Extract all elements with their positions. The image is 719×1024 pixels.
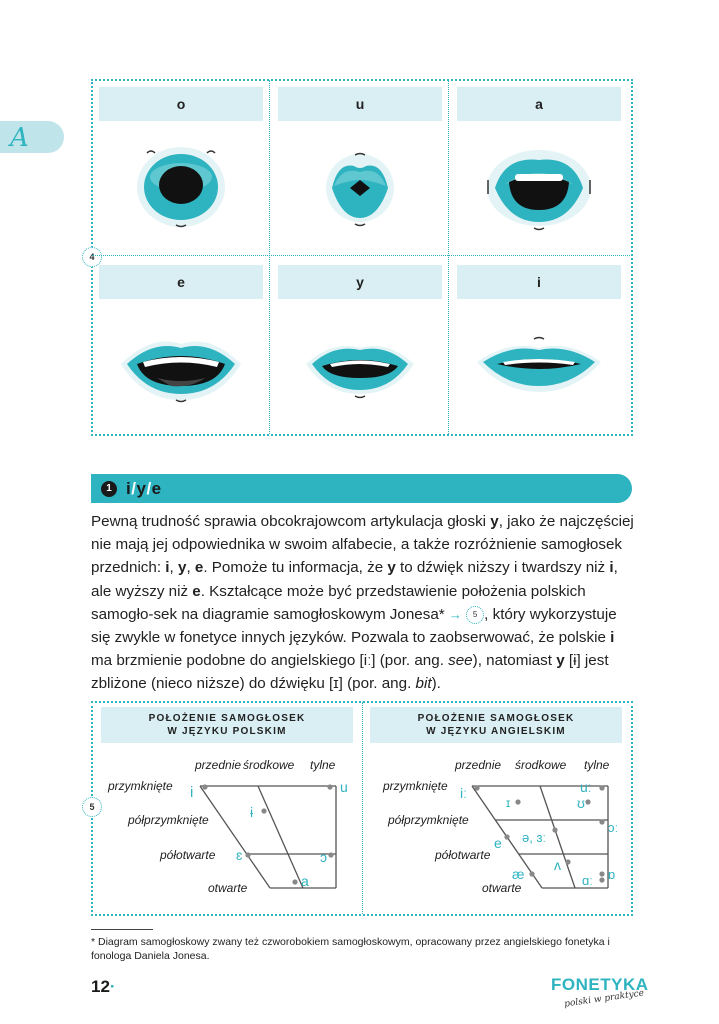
title-e: e	[151, 478, 162, 498]
vowel-symbol: i	[190, 784, 194, 801]
bold-letter: y	[177, 559, 187, 577]
vowel-symbol: æ	[512, 866, 525, 882]
text: , który wykorzystuje się zwykle w fonetyce innych języków. Pozwala to zaobserwować, że polskie	[91, 605, 617, 647]
italic-word: see	[448, 652, 473, 670]
vowel-symbol: iː	[460, 785, 467, 801]
vowel-dots	[202, 784, 333, 884]
brand-tagline: polski w praktyce	[563, 988, 645, 1010]
frame-5-label: 5	[89, 802, 95, 812]
vowel-symbol: ɑː	[582, 873, 593, 888]
mouth-e-illustration	[121, 342, 241, 402]
mouth-i-illustration	[477, 338, 601, 393]
vowel-label: a	[457, 87, 621, 121]
row-label: półprzymknięte	[128, 813, 209, 827]
footnote-rule	[91, 929, 153, 930]
mouth-illustrations	[0, 0, 719, 450]
row-label: półprzymknięte	[388, 813, 469, 827]
title-y: y	[136, 478, 147, 498]
footnote: * Diagram samogłoskowy zwany też czworobokiem samogłoskowym, opracowany przez angielskiego fonetyka i fonologa Daniela Jonesa.	[91, 936, 610, 962]
text: ,	[186, 559, 195, 577]
diagram-en-title-2: W JĘZYKU ANGIELSKIM	[426, 726, 566, 737]
vowel-label: y	[278, 265, 442, 299]
title-slash: /	[131, 478, 137, 498]
col-label: przednie	[195, 758, 242, 772]
col-label: środkowe	[243, 758, 295, 772]
vowel-symbol: uː	[580, 779, 592, 795]
vowel-symbol: ə, ɜː	[522, 830, 547, 845]
frame-5-reference[interactable]: 5	[466, 606, 484, 624]
diagram-pl-title-1: POŁOŻENIE SAMOGŁOSEK	[148, 713, 306, 724]
text: , jako że najczęściej nie mają jej odpowiednika w swoim alfabecie, a także rozróżnienie samogłosek przednich:	[91, 513, 634, 577]
vowel-label: o	[99, 87, 263, 121]
grid-divider	[362, 702, 363, 914]
section-title	[126, 479, 162, 499]
text: [ɨ] jest zbliżone (nieco niższe) do dźwięku [ɪ] (por. ang.	[91, 652, 609, 693]
vowel-symbol: ɒ	[608, 867, 616, 882]
text: ).	[431, 675, 441, 693]
frame-4-label: 4	[89, 252, 95, 262]
col-label: środkowe	[515, 758, 567, 772]
bold-letter: e	[194, 559, 204, 577]
diagram-en	[372, 752, 634, 902]
mouth-y-illustration	[306, 346, 414, 398]
vowel-label: i	[457, 265, 621, 299]
body-paragraph	[91, 510, 636, 696]
row-label: otwarte	[208, 881, 248, 895]
mouth-u-illustration	[326, 154, 394, 226]
arrow-icon: →	[448, 606, 462, 622]
bold-letter: e	[192, 582, 201, 600]
mouth-a-illustration	[487, 150, 591, 230]
bold-letter: y	[556, 652, 565, 670]
row-label: półotwarte	[160, 848, 216, 862]
vowel-symbol: ʌ	[554, 857, 561, 873]
vowel-symbol: e	[494, 835, 502, 851]
vowel-symbol: a	[301, 873, 309, 889]
vowel-symbol: ɔ	[320, 849, 327, 865]
diagram-en-header	[370, 707, 622, 743]
vowel-label: e	[99, 265, 263, 299]
row-label: półotwarte	[435, 848, 491, 862]
italic-word: bit	[415, 675, 432, 693]
text: ), natomiast	[472, 652, 557, 670]
diagram-pl-title-2: W JĘZYKU POLSKIM	[167, 726, 287, 737]
text: , ale wyższy niż	[91, 559, 618, 600]
bold-letter: y	[490, 513, 499, 530]
text: ,	[169, 559, 178, 577]
row-label: przymknięte	[383, 779, 448, 793]
text: . Pomoże tu informacja, że	[203, 559, 388, 577]
row-label: otwarte	[482, 881, 522, 895]
diagram-pl	[100, 752, 360, 902]
vowel-label: u	[278, 87, 442, 121]
vowel-symbol: ɪ	[506, 796, 511, 810]
col-label: przednie	[455, 758, 502, 772]
page-number-value: 12	[91, 977, 110, 996]
vowel-symbol: ɔː	[608, 820, 619, 835]
vowel-symbol: ʊ	[577, 795, 585, 811]
brand-logo: FONETYKA	[551, 975, 649, 994]
vowel-symbol: ɨ	[250, 804, 254, 820]
vowel-symbol: ɛ	[236, 847, 243, 863]
title-i: i	[126, 478, 132, 498]
frame-5-badge	[82, 797, 102, 817]
section-marker: A	[10, 123, 29, 153]
title-slash: /	[146, 478, 152, 498]
page-number-dot: ·	[109, 977, 116, 996]
text: ma brzmienie podobne do angielskiego [iː] (por. ang.	[91, 652, 449, 670]
page-number	[91, 977, 116, 997]
section-number: 1	[101, 481, 117, 497]
text: to dźwięk niższy i twardszy niż	[395, 559, 610, 577]
section-banner	[91, 474, 632, 503]
vowel-quadrilateral	[200, 786, 336, 888]
text: Pewną trudność sprawia obcokrajowcom artykulacja głoski	[91, 513, 491, 530]
bold-letter: y	[387, 559, 396, 577]
col-label: tylne	[584, 758, 610, 772]
text: . Kształcące może być przedstawienie położenia polskich samogło-sek na diagramie samogłoskowym Jonesa*	[91, 582, 586, 623]
vowel-symbol: u	[340, 779, 348, 795]
col-label: tylne	[310, 758, 336, 772]
mouth-o-illustration	[137, 147, 225, 227]
bold-letter: i	[165, 559, 170, 577]
diagram-en-title-1: POŁOŻENIE SAMOGŁOSEK	[417, 713, 575, 724]
bold-letter: i	[610, 629, 615, 647]
bold-letter: i	[609, 559, 614, 577]
diagram-pl-header	[101, 707, 353, 743]
row-label: przymknięte	[108, 779, 173, 793]
